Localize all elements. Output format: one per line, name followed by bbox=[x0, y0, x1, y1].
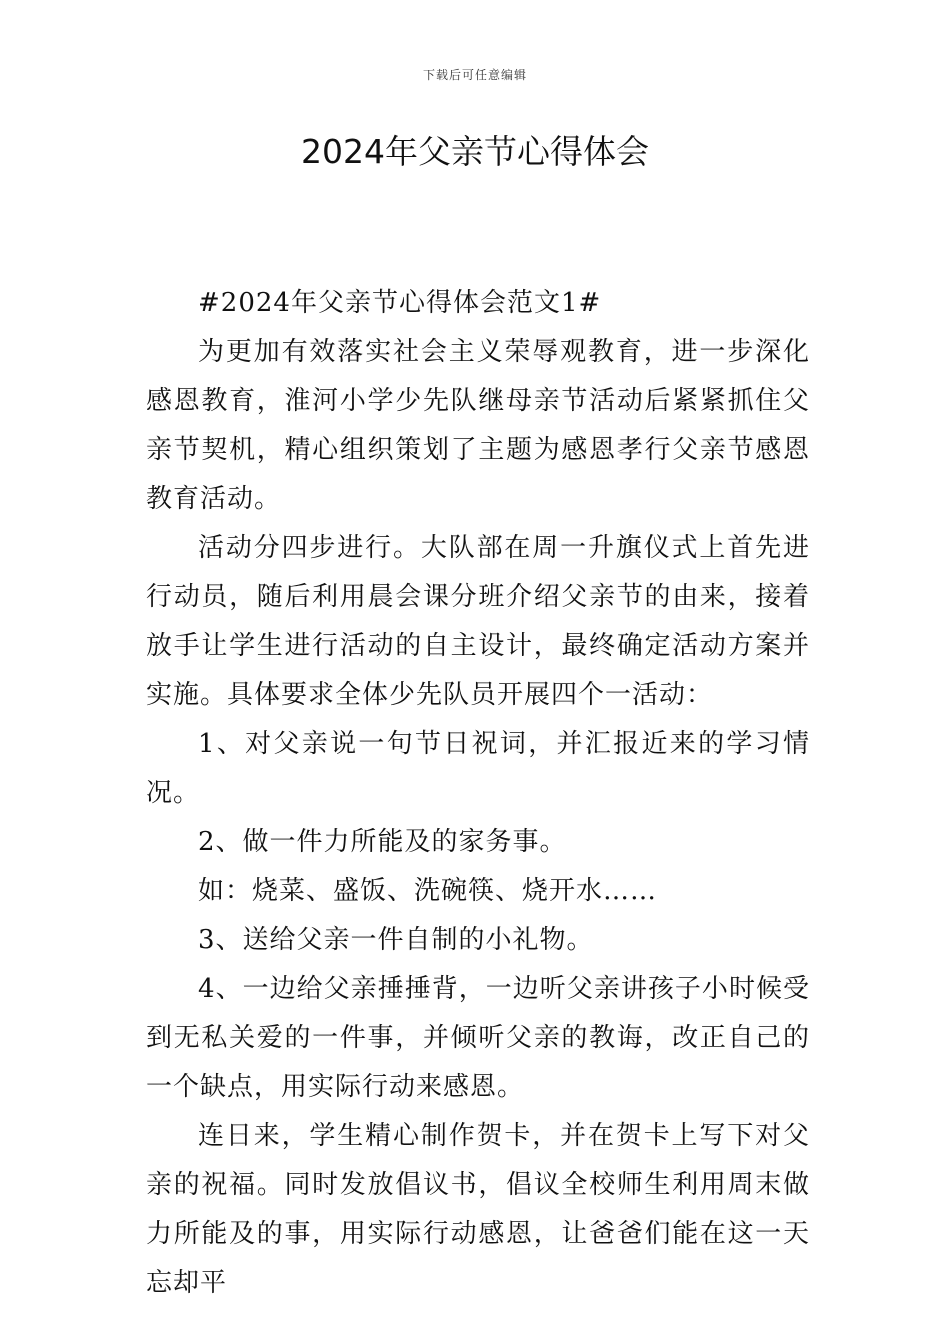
paragraph-closing: 连日来，学生精心制作贺卡，并在贺卡上写下对父亲的祝福。同时发放倡议书，倡议全校师生利用周末做力所能及的事，用实际行动感恩，让爸爸们能在这一天忘却平 bbox=[146, 1121, 810, 1298]
paragraph-steps: 活动分四步进行。大队部在周一升旗仪式上首先进行动员，随后利用晨会课分班介绍父亲节的由来，接着放手让学生进行活动的自主设计，最终确定活动方案并实施。具体要求全体少先队员开展四个一活动： bbox=[146, 533, 810, 710]
section-heading: #2024年父亲节心得体会范文1# bbox=[198, 288, 602, 318]
list-item-4: 4、一边给父亲捶捶背，一边听父亲讲孩子小时候受到无私关爱的一件事，并倾听父亲的教诲，改正自己的一个缺点，用实际行动来感恩。 bbox=[146, 974, 810, 1102]
header-note: 下载后可任意编辑 bbox=[422, 68, 527, 82]
paragraph-intro: 为更加有效落实社会主义荣辱观教育，进一步深化感恩教育，淮河小学少先队继母亲节活动后紧紧抓住父亲节契机，精心组织策划了主题为感恩孝行父亲节感恩教育活动。 bbox=[146, 337, 810, 514]
document-title: 2024年父亲节心得体会 bbox=[301, 132, 649, 171]
list-item-2: 2、做一件力所能及的家务事。 bbox=[198, 827, 567, 857]
list-item-3: 3、送给父亲一件自制的小礼物。 bbox=[198, 925, 594, 955]
list-item-1: 1、对父亲说一句节日祝词，并汇报近来的学习情况。 bbox=[146, 729, 810, 808]
document-body bbox=[146, 279, 810, 1308]
list-item-2-example: 如：烧菜、盛饭、洗碗筷、烧开水…… bbox=[198, 876, 658, 906]
